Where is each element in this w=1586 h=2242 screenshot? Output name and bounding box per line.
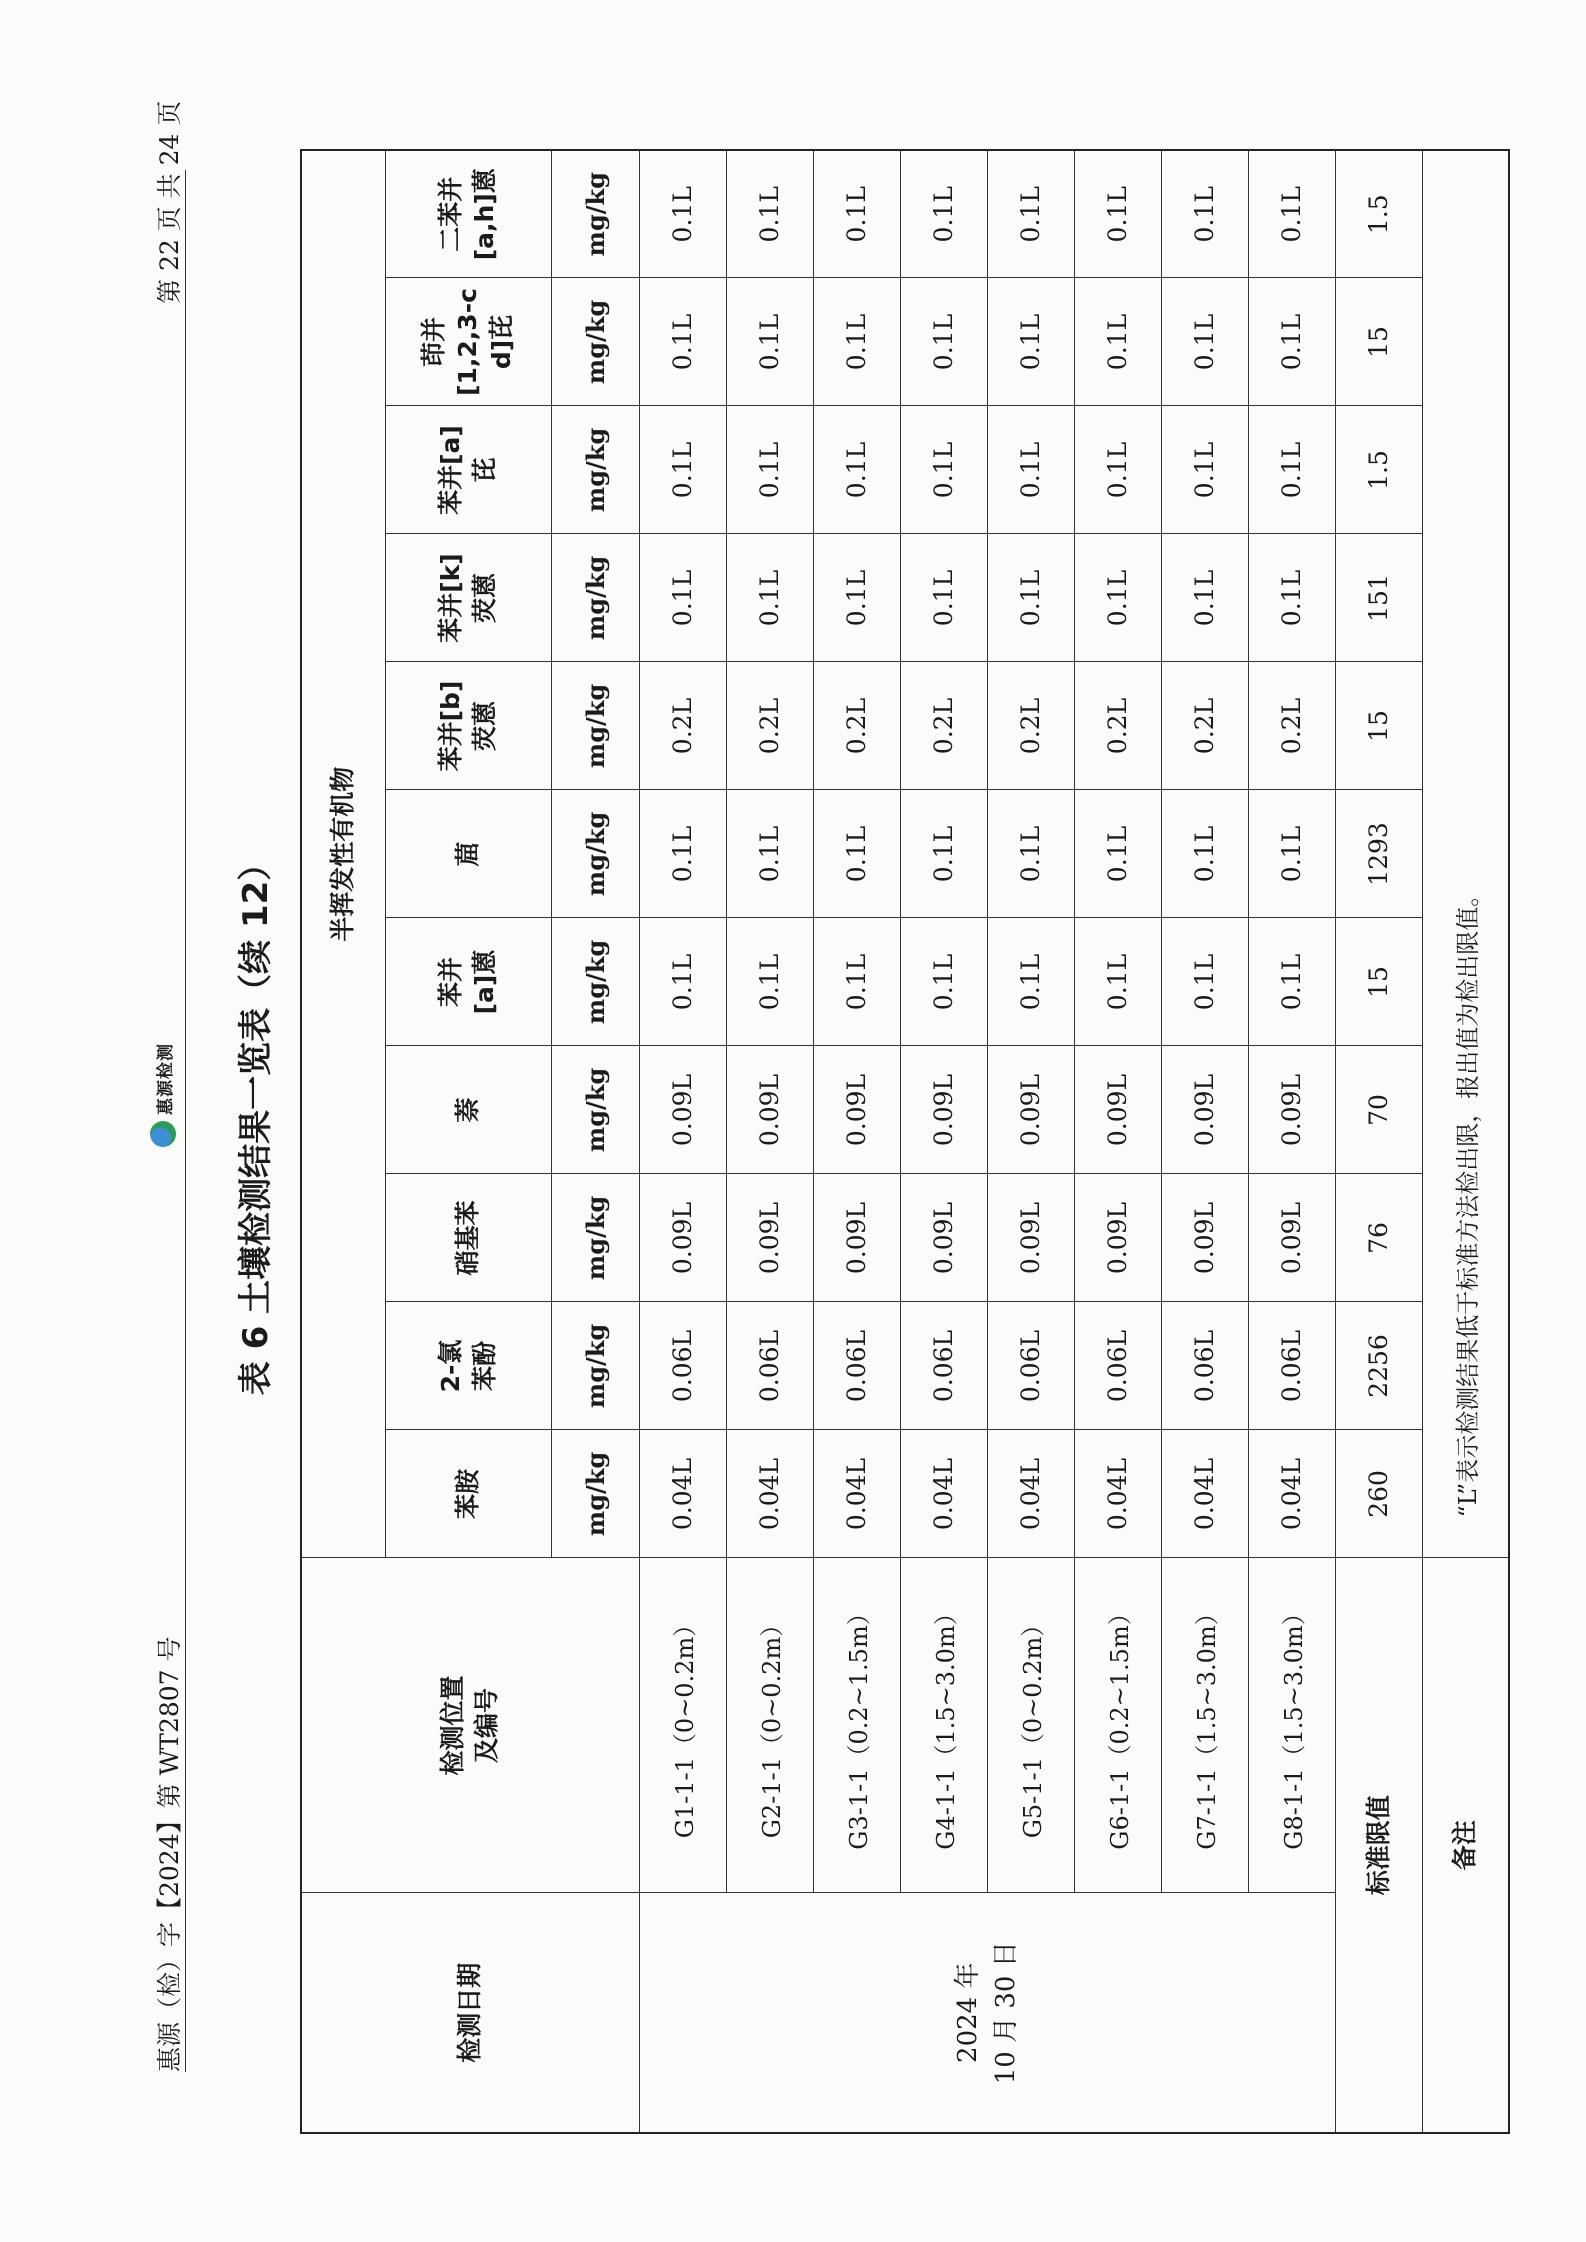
- result-value: 0.2L: [987, 662, 1074, 790]
- result-value: 0.1L: [813, 278, 900, 406]
- result-value: 0.09L: [813, 1174, 900, 1302]
- result-value: 0.1L: [639, 790, 726, 918]
- standard-limit-value: 15: [1335, 662, 1422, 790]
- result-value: 0.1L: [639, 150, 726, 278]
- unit-header: mg/kg: [551, 918, 639, 1046]
- result-value: 0.09L: [1161, 1174, 1248, 1302]
- sample-location: G8-1-1（1.5~3.0m）: [1248, 1558, 1335, 1893]
- analyte-header: 苯并[a] 芘: [385, 406, 551, 534]
- result-value: 0.2L: [639, 662, 726, 790]
- result-value: 0.1L: [1161, 534, 1248, 662]
- result-value: 0.1L: [726, 790, 813, 918]
- analyte-header: 硝基苯: [385, 1174, 551, 1302]
- date-header: 检测日期: [301, 1893, 639, 2133]
- result-value: 0.1L: [987, 278, 1074, 406]
- result-value: 0.1L: [1074, 918, 1161, 1046]
- analyte-header: 茚并 [1,2,3-c d]芘: [385, 278, 551, 406]
- result-value: 0.1L: [813, 406, 900, 534]
- standard-limit-value: 1.5: [1335, 406, 1422, 534]
- analyte-header: 苯并[b] 荧蒽: [385, 662, 551, 790]
- analyte-header: 苯胺: [385, 1430, 551, 1558]
- analyte-header: 苯并 [a]蒽: [385, 918, 551, 1046]
- result-value: 0.1L: [1248, 790, 1335, 918]
- standard-limit-value: 151: [1335, 534, 1422, 662]
- result-value: 0.1L: [1074, 150, 1161, 278]
- result-value: 0.1L: [987, 534, 1074, 662]
- result-value: 0.1L: [726, 534, 813, 662]
- result-value: 0.06L: [987, 1302, 1074, 1430]
- result-value: 0.09L: [900, 1174, 987, 1302]
- table-row: [726, 150, 813, 2133]
- standard-limit-row: [1335, 150, 1422, 2133]
- logo-text: 惠源检测: [155, 1043, 176, 1115]
- result-value: 0.1L: [639, 918, 726, 1046]
- result-value: 0.1L: [639, 278, 726, 406]
- result-value: 0.2L: [813, 662, 900, 790]
- unit-header: mg/kg: [551, 662, 639, 790]
- unit-header: mg/kg: [551, 406, 639, 534]
- result-value: 0.09L: [813, 1046, 900, 1174]
- analyte-header: 苯并[k] 荧蒽: [385, 534, 551, 662]
- result-value: 0.1L: [726, 150, 813, 278]
- sample-location: G3-1-1（0.2~1.5m）: [813, 1558, 900, 1893]
- result-value: 0.1L: [1161, 790, 1248, 918]
- result-value: 0.09L: [1161, 1046, 1248, 1174]
- result-value: 0.1L: [726, 278, 813, 406]
- standard-limit-value: 1.5: [1335, 150, 1422, 278]
- result-value: 0.06L: [1248, 1302, 1335, 1430]
- result-value: 0.1L: [1161, 406, 1248, 534]
- result-value: 0.1L: [900, 918, 987, 1046]
- standard-limit-label: 标准限值: [1335, 1558, 1422, 2133]
- result-value: 0.09L: [726, 1046, 813, 1174]
- detection-date: 2024 年 10 月 30 日: [639, 1893, 1335, 2133]
- result-value: 0.1L: [1074, 278, 1161, 406]
- result-value: 0.06L: [726, 1302, 813, 1430]
- standard-limit-value: 260: [1335, 1430, 1422, 1558]
- header-row-group: [301, 150, 385, 2133]
- unit-header: mg/kg: [551, 278, 639, 406]
- table-row: [639, 150, 726, 2133]
- remarks-row: [1422, 150, 1509, 2133]
- result-value: 0.1L: [726, 406, 813, 534]
- result-value: 0.1L: [1161, 150, 1248, 278]
- group-header: 半挥发性有机物: [301, 150, 385, 1558]
- result-value: 0.1L: [813, 790, 900, 918]
- result-value: 0.09L: [726, 1174, 813, 1302]
- sample-location: G6-1-1（0.2~1.5m）: [1074, 1558, 1161, 1893]
- unit-header: mg/kg: [551, 790, 639, 918]
- result-value: 0.1L: [726, 918, 813, 1046]
- unit-header: mg/kg: [551, 150, 639, 278]
- table-row: [813, 150, 900, 2133]
- company-logo: [150, 1043, 176, 1147]
- result-value: 0.06L: [639, 1302, 726, 1430]
- result-value: 0.2L: [1161, 662, 1248, 790]
- standard-limit-value: 15: [1335, 918, 1422, 1046]
- remarks-text: “L”表示检测结果低于标准方法检出限，报出值为检出限值。: [1422, 150, 1509, 1558]
- result-value: 0.09L: [639, 1174, 726, 1302]
- unit-header: mg/kg: [551, 1174, 639, 1302]
- result-value: 0.04L: [900, 1430, 987, 1558]
- header-divider: [185, 170, 186, 2072]
- result-value: 0.1L: [987, 790, 1074, 918]
- unit-header: mg/kg: [551, 1302, 639, 1430]
- result-value: 0.06L: [1161, 1302, 1248, 1430]
- standard-limit-value: 76: [1335, 1174, 1422, 1302]
- result-value: 0.09L: [900, 1046, 987, 1174]
- result-value: 0.1L: [1248, 278, 1335, 406]
- result-value: 0.06L: [900, 1302, 987, 1430]
- result-value: 0.09L: [639, 1046, 726, 1174]
- result-value: 0.06L: [813, 1302, 900, 1430]
- result-value: 0.09L: [987, 1046, 1074, 1174]
- result-value: 0.1L: [639, 534, 726, 662]
- result-value: 0.1L: [1248, 406, 1335, 534]
- table-row: [900, 150, 987, 2133]
- sample-location: G5-1-1（0~0.2m）: [987, 1558, 1074, 1893]
- analyte-header: 䓛: [385, 790, 551, 918]
- standard-limit-value: 15: [1335, 278, 1422, 406]
- table-row: [1074, 150, 1161, 2133]
- analyte-header: 二苯并 [a,h]蒽: [385, 150, 551, 278]
- result-value: 0.2L: [1248, 662, 1335, 790]
- table-title: 表 6 土壤检测结果一览表（续 12）: [236, 846, 276, 1396]
- result-value: 0.1L: [900, 534, 987, 662]
- result-value: 0.1L: [900, 790, 987, 918]
- table-row: [1161, 150, 1248, 2133]
- table-row: [1248, 150, 1335, 2133]
- result-value: 0.2L: [726, 662, 813, 790]
- result-value: 0.04L: [639, 1430, 726, 1558]
- logo-icon: [150, 1121, 176, 1147]
- result-value: 0.09L: [1248, 1174, 1335, 1302]
- result-value: 0.1L: [639, 406, 726, 534]
- result-value: 0.09L: [1074, 1174, 1161, 1302]
- sample-location: G2-1-1（0~0.2m）: [726, 1558, 813, 1893]
- result-value: 0.1L: [900, 406, 987, 534]
- page-number: 第 22 页 共 24 页: [155, 100, 184, 304]
- result-value: 0.1L: [1074, 406, 1161, 534]
- result-value: 0.04L: [726, 1430, 813, 1558]
- standard-limit-value: 70: [1335, 1046, 1422, 1174]
- result-value: 0.09L: [1074, 1046, 1161, 1174]
- result-value: 0.1L: [1248, 918, 1335, 1046]
- result-value: 0.04L: [987, 1430, 1074, 1558]
- result-value: 0.1L: [1074, 790, 1161, 918]
- sample-location: G4-1-1（1.5~3.0m）: [900, 1558, 987, 1893]
- result-value: 0.1L: [900, 278, 987, 406]
- result-value: 0.1L: [900, 150, 987, 278]
- result-value: 0.1L: [813, 534, 900, 662]
- result-value: 0.1L: [987, 150, 1074, 278]
- result-value: 0.1L: [813, 918, 900, 1046]
- unit-header: mg/kg: [551, 1430, 639, 1558]
- sample-location: G1-1-1（0~0.2m）: [639, 1558, 726, 1893]
- standard-limit-value: 2256: [1335, 1302, 1422, 1430]
- result-value: 0.2L: [900, 662, 987, 790]
- result-value: 0.06L: [1074, 1302, 1161, 1430]
- analyte-header: 2-氯 苯酚: [385, 1302, 551, 1430]
- result-value: 0.09L: [987, 1174, 1074, 1302]
- result-value: 0.04L: [813, 1430, 900, 1558]
- unit-header: mg/kg: [551, 1046, 639, 1174]
- table-row: [987, 150, 1074, 2133]
- document-number: 惠源（检）字【2024】第 WT2807 号: [155, 1636, 184, 2072]
- result-value: 0.04L: [1248, 1430, 1335, 1558]
- remarks-label: 备注: [1422, 1558, 1509, 2133]
- result-value: 0.1L: [1248, 534, 1335, 662]
- result-value: 0.1L: [987, 406, 1074, 534]
- result-value: 0.1L: [1161, 918, 1248, 1046]
- result-value: 0.1L: [813, 150, 900, 278]
- location-header: 检测位置 及编号: [301, 1558, 639, 1893]
- soil-results-table: [300, 149, 1510, 2134]
- sample-location: G7-1-1（1.5~3.0m）: [1161, 1558, 1248, 1893]
- standard-limit-value: 1293: [1335, 790, 1422, 918]
- result-value: 0.1L: [1248, 150, 1335, 278]
- result-value: 0.1L: [1161, 278, 1248, 406]
- result-value: 0.1L: [987, 918, 1074, 1046]
- analyte-header: 萘: [385, 1046, 551, 1174]
- result-value: 0.2L: [1074, 662, 1161, 790]
- result-value: 0.1L: [1074, 534, 1161, 662]
- result-value: 0.09L: [1248, 1046, 1335, 1174]
- result-value: 0.04L: [1074, 1430, 1161, 1558]
- unit-header: mg/kg: [551, 534, 639, 662]
- result-value: 0.04L: [1161, 1430, 1248, 1558]
